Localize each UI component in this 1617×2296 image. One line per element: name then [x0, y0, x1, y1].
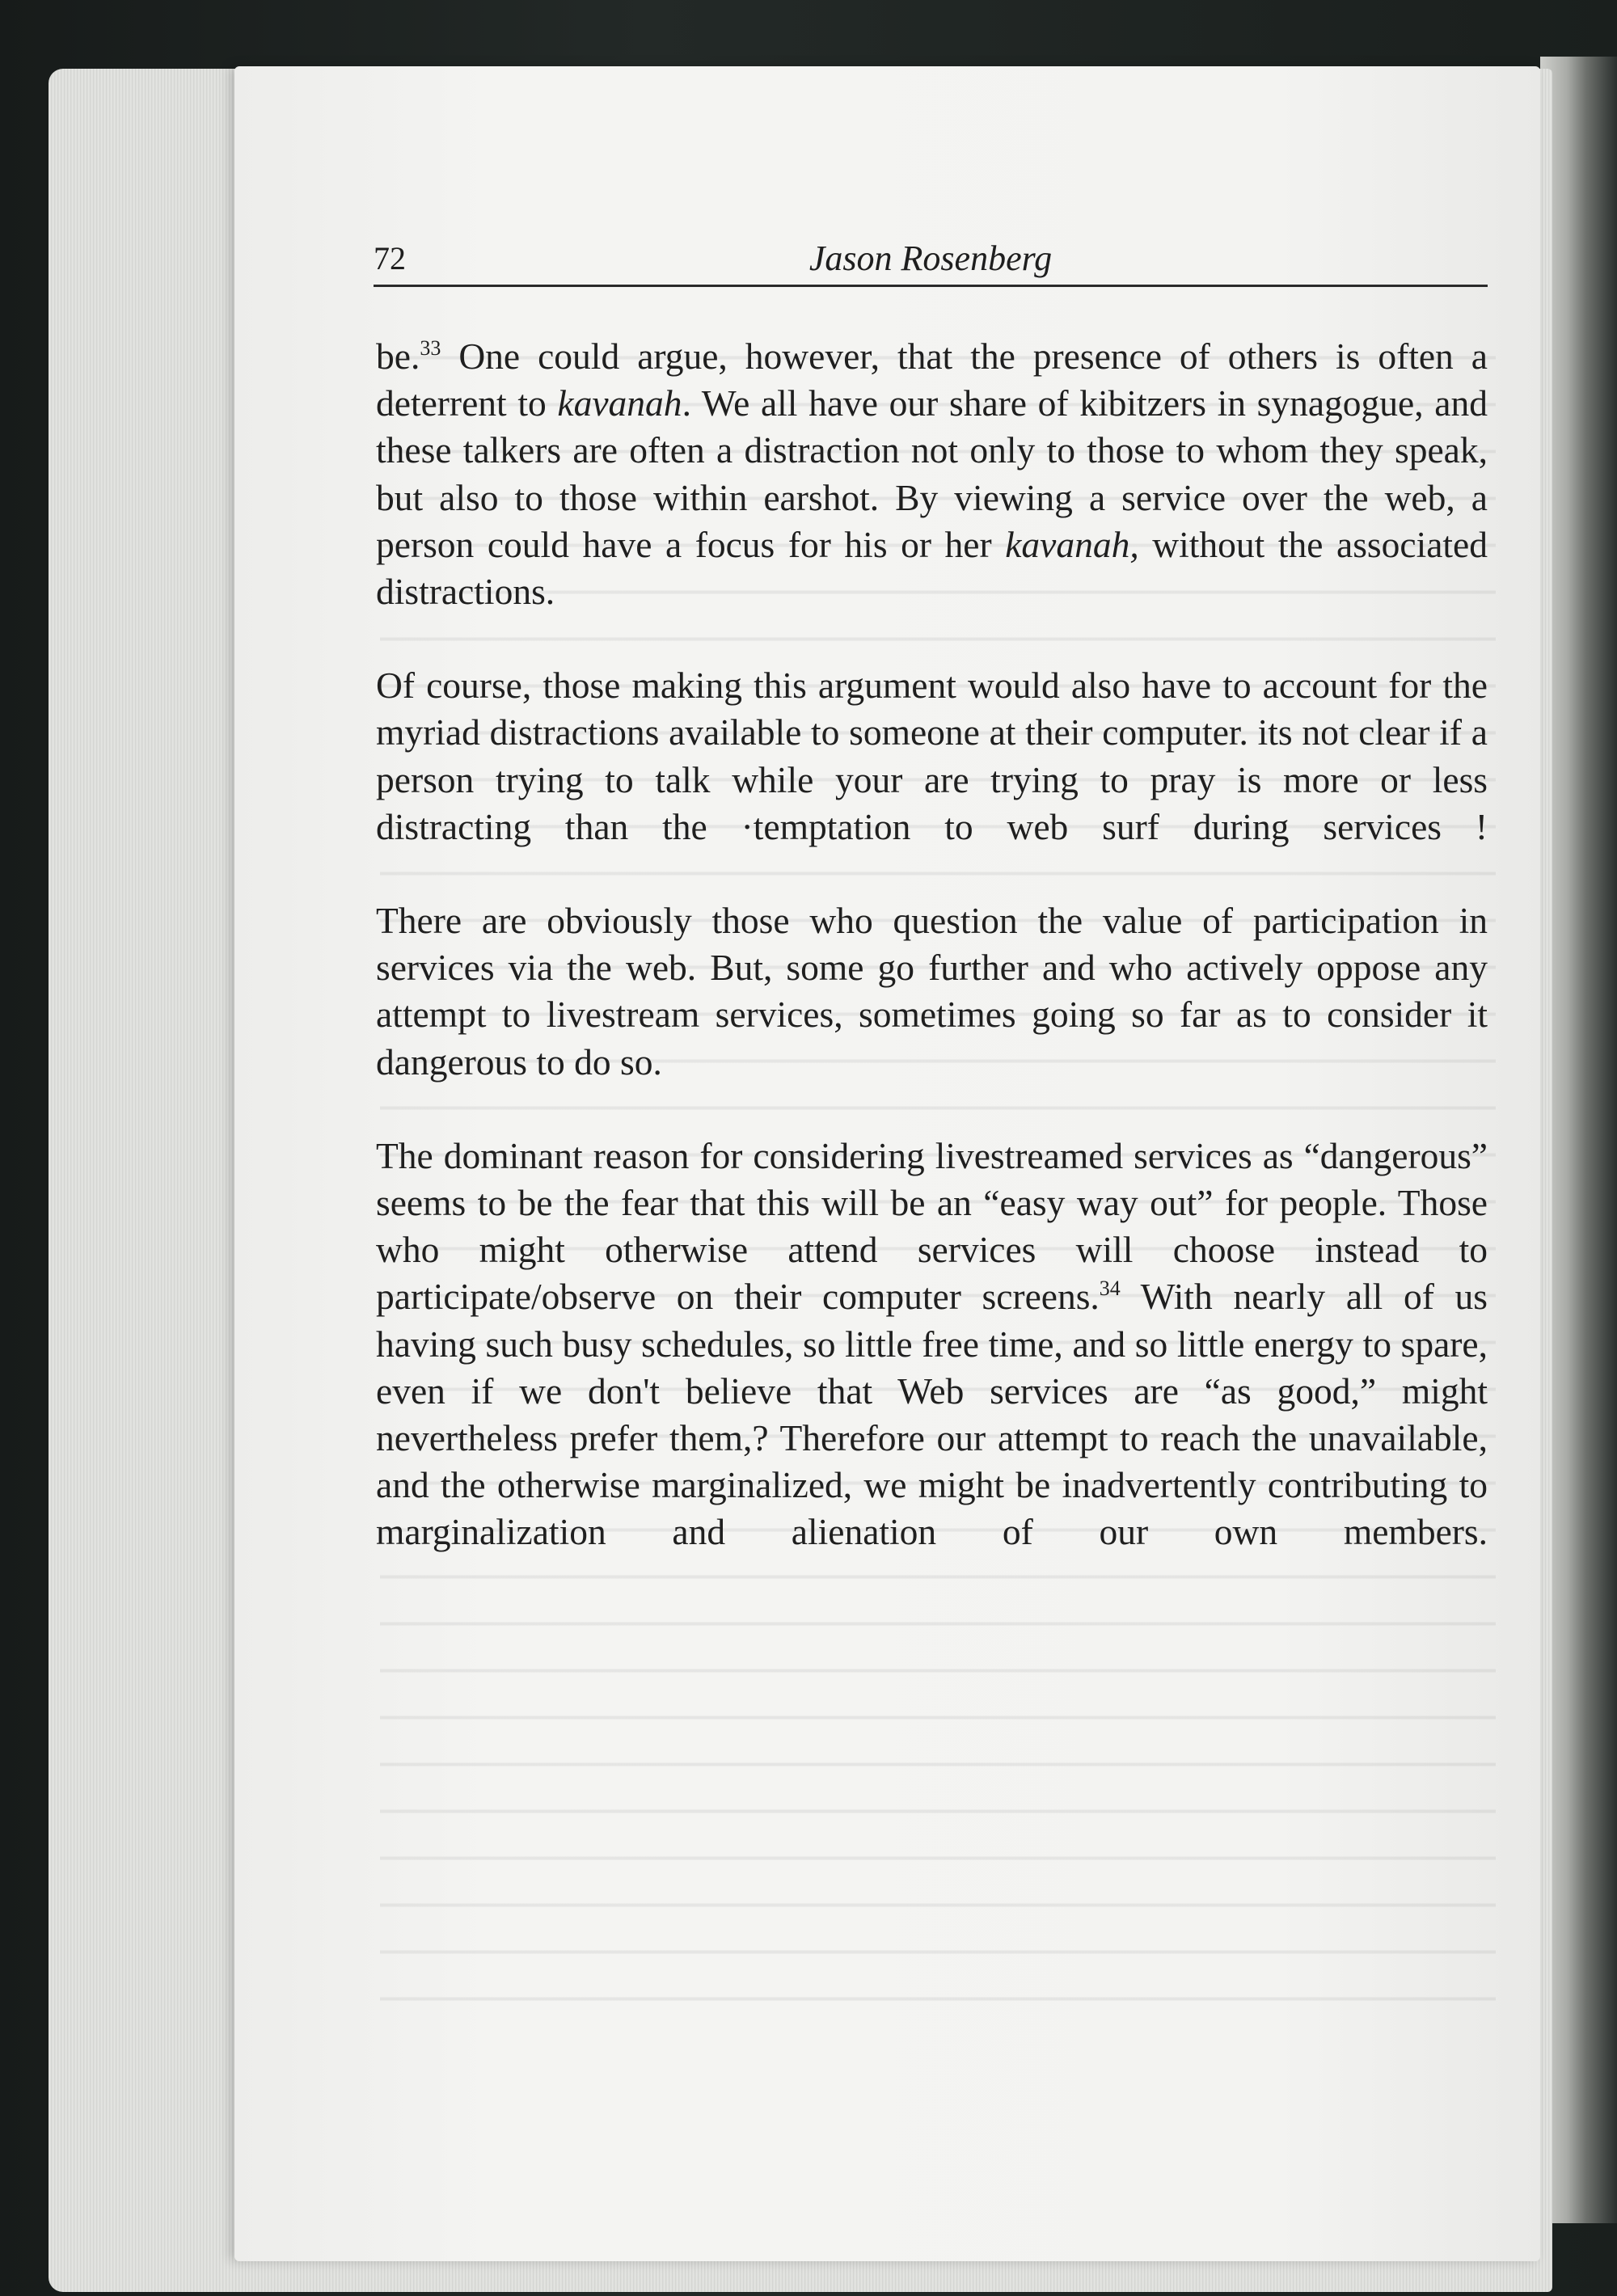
- paragraph-3: There are obviously those who question the value of participation in services via the web. But, some go further and who actively oppose any attempt to livestream services, sometimes going so far as to consider it dangerous to do so.: [376, 900, 1488, 1083]
- running-head-author: Jason Rosenberg: [808, 238, 1053, 278]
- page-header: [374, 236, 1488, 287]
- text-run: . We all have our share of kibitzers in synagogue, and these talkers are often a distraction not only to those to whom they speak, but also to those within earshot. By viewing a service over the web, a person could have a focus for his or her: [376, 382, 1488, 565]
- text-run: One could argue, however, that the presence of others is often a deterrent to: [376, 336, 1488, 424]
- text-run: without the associated distractions.: [376, 523, 1488, 613]
- text-run: be.: [376, 336, 420, 377]
- italic-term-kavanah: kavanah,: [1005, 523, 1139, 565]
- page-number: 72: [374, 240, 406, 276]
- paragraph-4: [376, 1133, 1488, 1556]
- footnote-ref-33: 33: [420, 336, 441, 360]
- text-run: With nearly all of us having such busy schedules, so little free time, and so little energy to spare, even if we don't believe that Web services are “as good,” might nevertheless prefer them,? Therefore our attempt to reach the unavailable, and the otherwise marginalized, we might be inadvertently contributing to marginalization and alienation of our own members.: [376, 1276, 1488, 1553]
- paragraph-2: Of course, those making this argument would also have to account for the myriad distractions available to someone at their computer. its not clear if a person trying to talk while your are trying to pray is more or less distracting than the ·temptation to web surf during services !: [376, 665, 1488, 847]
- italic-term-kavanah: kavanah: [557, 382, 682, 424]
- footnote-ref-34: 34: [1099, 1277, 1121, 1301]
- paragraph-1: [376, 333, 1488, 615]
- body-text: [376, 333, 1488, 1603]
- text-run: The dominant reason for considering livestreamed services as “dangerous” seems to be the fear that this will be an “easy way out” for people. Those who might otherwise attend services will choose instead to participate/observe on their computer screens.: [376, 1134, 1488, 1318]
